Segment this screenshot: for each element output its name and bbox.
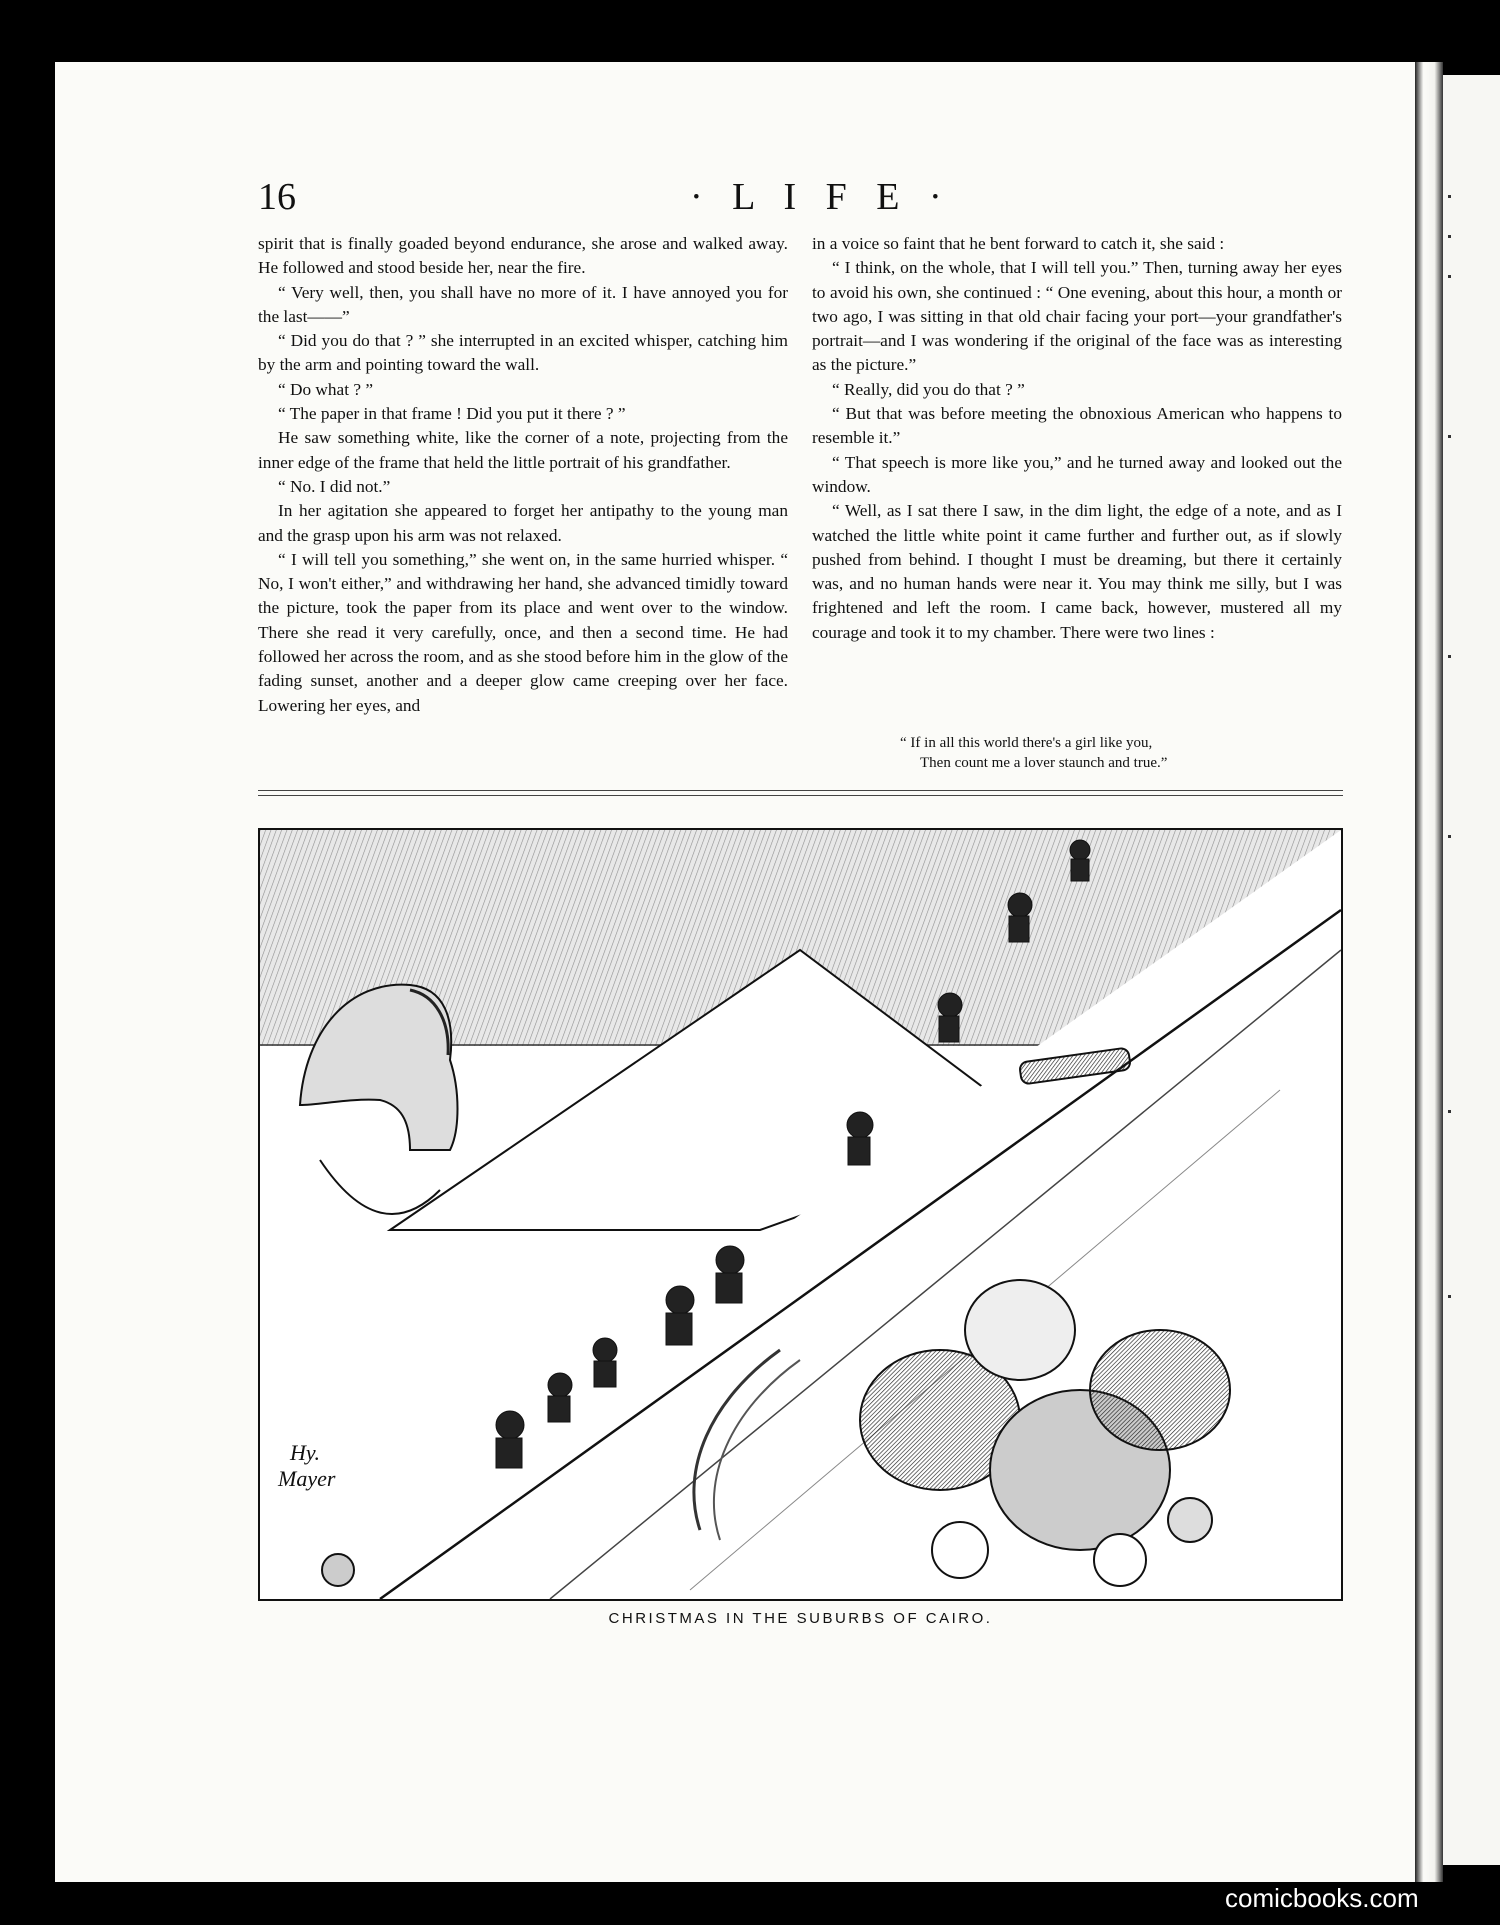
right-text-column bbox=[812, 232, 1342, 645]
verse-line: “ If in all this world there's a girl like you, bbox=[900, 735, 1153, 751]
paragraph: “ Did you do that ? ” she interrupted in an excited whisper, catching him by the arm and pointing toward the wall. bbox=[258, 331, 788, 375]
paragraph: “ Really, did you do that ? ” bbox=[832, 379, 1025, 399]
paragraph: “ Very well, then, you shall have no more of it. I have annoyed you for the last——” bbox=[258, 282, 788, 326]
paragraph: “ The paper in that frame ! Did you put it there ? ” bbox=[278, 404, 626, 424]
page-gutter bbox=[1415, 62, 1443, 1882]
cartoon-drawing bbox=[260, 830, 1341, 1599]
paragraph: “ Do what ? ” bbox=[278, 379, 374, 399]
next-page-edge bbox=[1443, 75, 1500, 1865]
divider-rule bbox=[258, 790, 1343, 791]
artist-signature: Hy. bbox=[290, 1440, 320, 1465]
falling-man bbox=[322, 1554, 354, 1586]
paragraph: “ But that was before meeting the obnoxious American who happens to resemble it.” bbox=[812, 404, 1342, 448]
masthead-title: · L I F E · bbox=[690, 176, 952, 218]
cartoon-illustration bbox=[258, 828, 1343, 1601]
left-text-column bbox=[258, 232, 788, 718]
source-watermark: comicbooks.com bbox=[1225, 1883, 1419, 1913]
paragraph: in a voice so faint that he bent forward to catch it, she said : bbox=[812, 234, 1225, 253]
verse-line: Then count me a lover staunch and true.” bbox=[920, 755, 1168, 771]
artist-signature: Mayer bbox=[278, 1466, 336, 1491]
paragraph: “ I will tell you something,” she went on, in the same hurried whisper. “ No, I won't either,” and withdrawing her hand, she advanced timidly toward the picture, took the paper from its place and went over to the window. There she read it very carefully, once, and then a second time. He had followed her across the room, and as she stood before him in the glow of the fading sunset, another and a deeper glow came creeping over her face. Lowering her eyes, and bbox=[258, 549, 788, 715]
paragraph: “ Well, as I sat there I saw, in the dim light, the edge of a note, and as I watched the little white point it came further and further out, as if slowly pushed from behind. I thought I must be dreaming, but there it certainly was, and no human hands were near it. You may think me silly, but I was frightened and left the room. I came back, however, mustered all my courage and took it to my chamber. There were two lines : bbox=[812, 501, 1342, 642]
paragraph: “ I think, on the whole, that I will tell you.” Then, turning away her eyes to avoid his own, she continued : “ One evening, about this hour, a month or two ago, I was sitting in that old chair facing your port—your grandfather's portrait—and I was wondering if the original of the face was as interesting as the picture.” bbox=[812, 258, 1342, 375]
divider-rule bbox=[258, 795, 1343, 796]
paragraph: “ That speech is more like you,” and he turned away and looked out the window. bbox=[812, 452, 1342, 496]
illustration-caption: CHRISTMAS IN THE SUBURBS OF CAIRO. bbox=[608, 1610, 993, 1627]
paragraph: He saw something white, like the corner of a note, projecting from the inner edge of the frame that held the little portrait of his grandfather. bbox=[258, 428, 788, 472]
paragraph: spirit that is finally goaded beyond endurance, she arose and walked away. He followed and stood beside her, near the fire. bbox=[258, 234, 788, 278]
paragraph: In her agitation she appeared to forget her antipathy to the young man and the grasp upon his arm was not relaxed. bbox=[258, 501, 788, 545]
page-number: 16 bbox=[258, 176, 296, 218]
verse-quote bbox=[900, 733, 1167, 773]
paragraph: “ No. I did not.” bbox=[278, 476, 391, 496]
